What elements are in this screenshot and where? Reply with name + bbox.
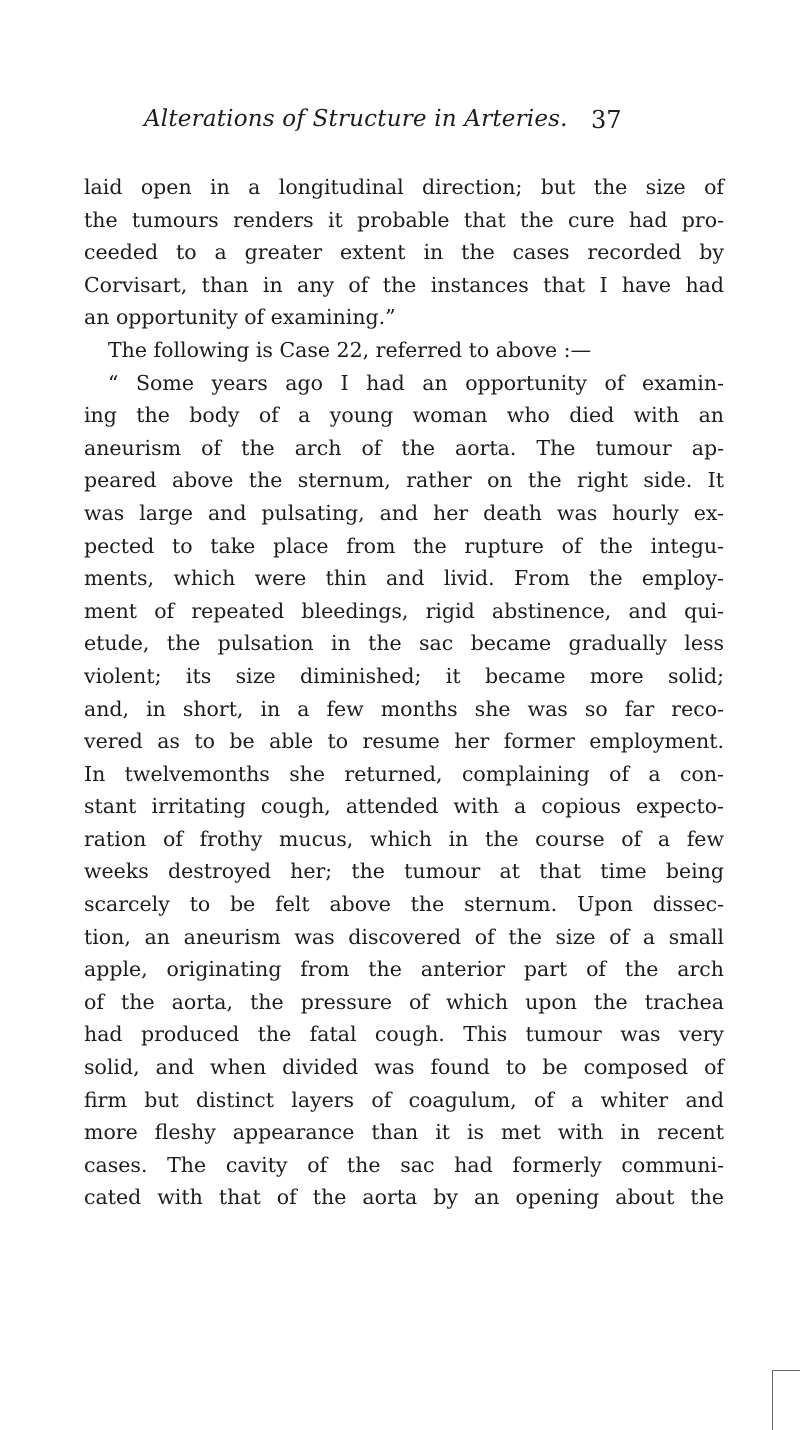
text-line: more fleshy appearance than it is met with in recent	[84, 1120, 724, 1145]
text-line: The following is Case 22, referred to above :—	[108, 337, 592, 362]
text-line: and, in short, in a few months she was so far reco-	[84, 696, 724, 721]
text-line: firm but distinct layers of coagulum, of a whiter and	[84, 1087, 724, 1112]
margin-bracket-mark	[772, 1370, 800, 1430]
text-line: ing the body of a young woman who died with an	[84, 403, 724, 428]
running-head	[0, 106, 800, 146]
text-line: violent; its size diminished; it became more solid;	[84, 663, 724, 688]
text-line: pected to take place from the rupture of the integu-	[84, 533, 724, 558]
text-line: tion, an aneurism was discovered of the size of a small	[84, 924, 724, 949]
text-line: “ Some years ago I had an opportunity of examin-	[108, 370, 724, 395]
text-line: apple, originating from the anterior part of the arch	[84, 957, 724, 982]
text-line: of the aorta, the pressure of which upon the trachea	[84, 989, 724, 1014]
text-line: ment of repeated bleedings, rigid abstinence, and qui-	[84, 598, 724, 623]
text-line: Corvisart, than in any of the instances that I have had	[84, 272, 724, 297]
text-line: peared above the sternum, rather on the right side. It	[84, 468, 724, 493]
text-line: weeks destroyed her; the tumour at that time being	[84, 859, 724, 884]
text-line: the tumours renders it probable that the cure had pro-	[84, 207, 724, 232]
text-line: laid open in a longitudinal direction; but the size of	[84, 175, 724, 199]
text-line: an opportunity of examining.”	[84, 305, 396, 330]
text-line: cated with that of the aorta by an opening about the	[84, 1185, 724, 1210]
text-line: cases. The cavity of the sac had formerly communi-	[84, 1152, 724, 1177]
text-line: had produced the fatal cough. This tumour was very	[84, 1022, 724, 1047]
page-number: 37	[591, 106, 622, 134]
text-line: In twelvemonths she returned, complaining of a con-	[84, 761, 724, 786]
text-line: was large and pulsating, and her death was hourly ex-	[84, 500, 724, 525]
text-line: scarcely to be felt above the sternum. Upon dissec-	[84, 892, 724, 917]
text-line: solid, and when divided was found to be composed of	[84, 1055, 724, 1080]
text-line: etude, the pulsation in the sac became gradually less	[84, 631, 724, 656]
text-line: vered as to be able to resume her former employment.	[84, 729, 724, 754]
text-line: ceeded to a greater extent in the cases recorded by	[84, 240, 724, 265]
text-line: ration of frothy mucus, which in the course of a few	[84, 826, 724, 851]
text-line: aneurism of the arch of the aorta. The tumour ap-	[84, 435, 724, 460]
text-line: ments, which were thin and livid. From the employ-	[84, 566, 724, 591]
text-line: stant irritating cough, attended with a copious expecto-	[84, 794, 724, 819]
running-title: Alterations of Structure in Arteries.	[144, 106, 568, 132]
body-text	[84, 171, 724, 1214]
